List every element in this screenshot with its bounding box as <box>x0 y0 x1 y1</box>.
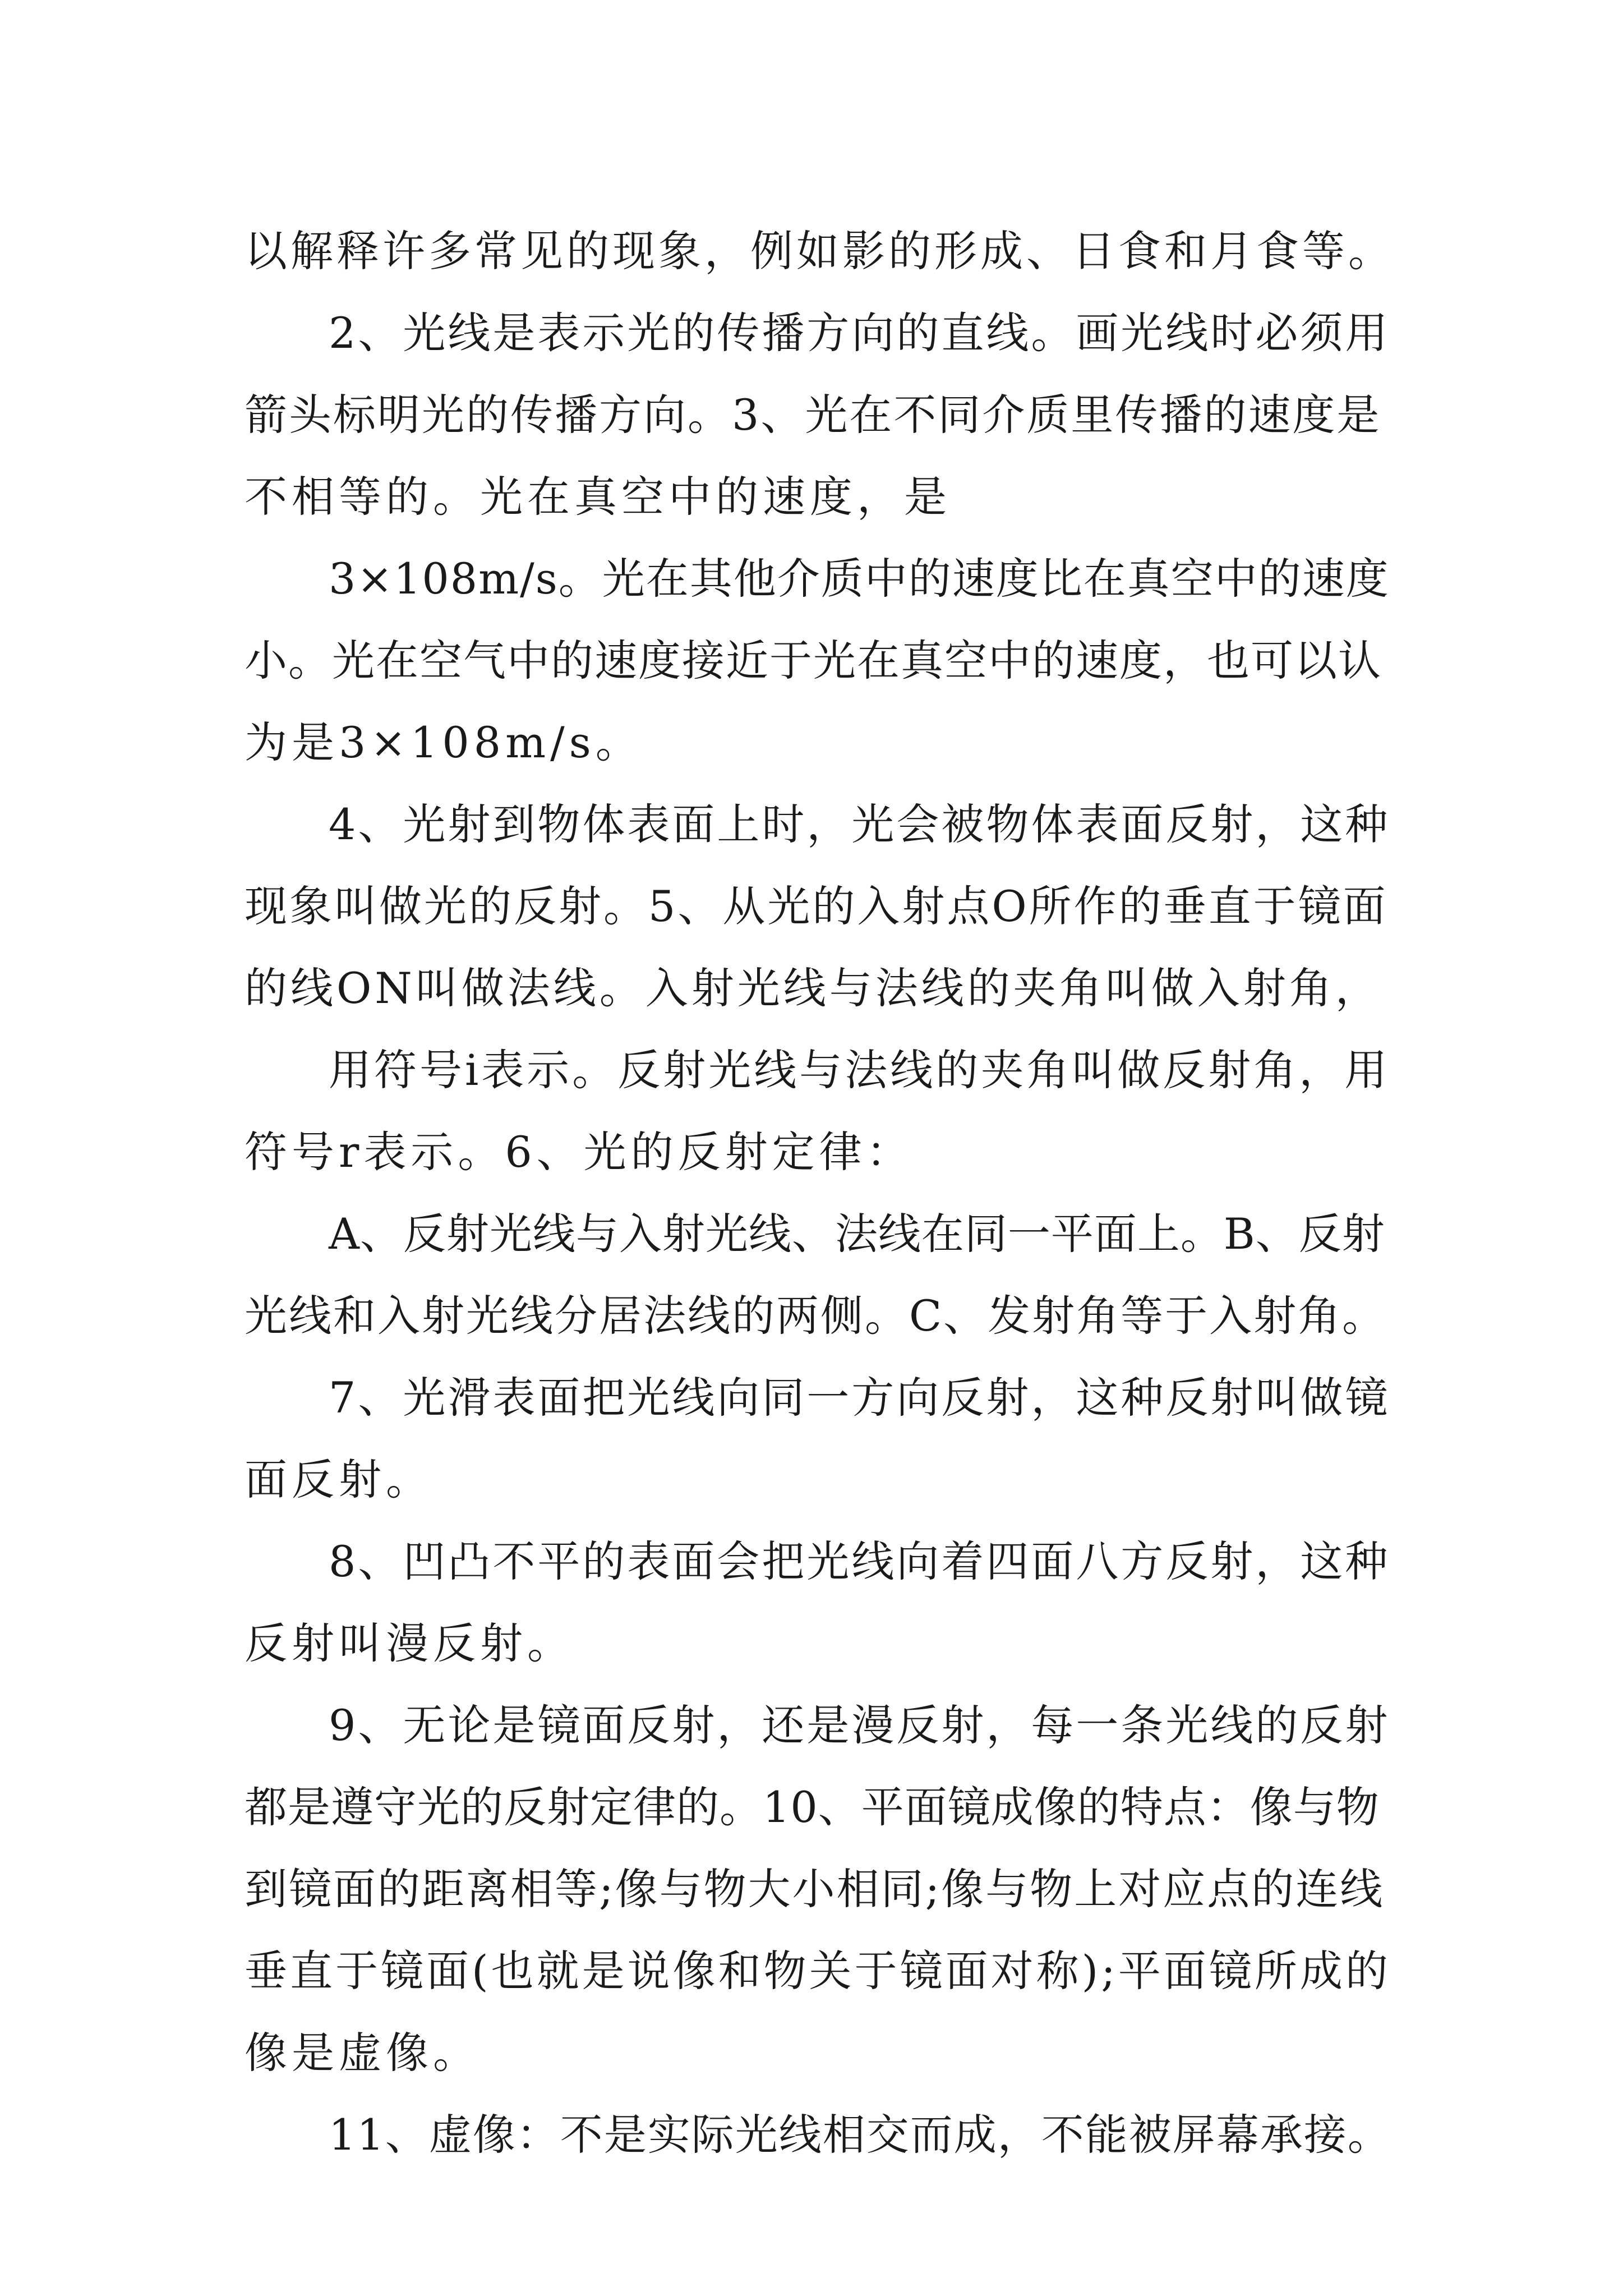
text-line: 都是遵守光的反射定律的。10、平面镜成像的特点：像与物 <box>245 1782 1380 1832</box>
text-line: 为是3×108m/s。 <box>245 717 643 767</box>
text-line: 8、凹凸不平的表面会把光线向着四面八方反射，这种 <box>329 1536 1390 1586</box>
text-line: 4、光射到物体表面上时，光会被物体表面反射，这种 <box>329 799 1390 849</box>
text-line: 面反射。 <box>245 1455 433 1504</box>
text-line: 像是虚像。 <box>245 2028 480 2078</box>
text-line: 2、光线是表示光的传播方向的直线。画光线时必须用 <box>329 308 1390 358</box>
document-text-body <box>245 210 1394 2176</box>
text-line: 箭头标明光的传播方向。3、光在不同介质里传播的速度是 <box>245 390 1381 440</box>
text-line: 符号r表示。6、光的反射定律： <box>245 1127 914 1177</box>
text-line: 11、虚像：不是实际光线相交而成，不能被屏幕承接。 <box>329 2110 1391 2160</box>
text-line: 垂直于镜面(也就是说像和物关于镜面对称);平面镜所成的 <box>245 1946 1391 1996</box>
text-line: 不相等的。光在真空中的速度，是 <box>245 472 951 522</box>
text-line: 现象叫做光的反射。5、从光的入射点O所作的垂直于镜面 <box>245 881 1388 931</box>
text-line: 9、无论是镜面反射，还是漫反射，每一条光线的反射 <box>329 1700 1390 1750</box>
text-line: 反射叫漫反射。 <box>245 1618 574 1668</box>
text-line: 光线和入射光线分居法线的两侧。C、发射角等于入射角。 <box>245 1291 1387 1341</box>
text-line: A、反射光线与入射光线、法线在同一平面上。B、反射 <box>329 1209 1385 1259</box>
text-line: 以解释许多常见的现象，例如影的形成、日食和月食等。 <box>245 226 1394 276</box>
text-line: 3×108m/s。光在其他介质中的速度比在真空中的速度 <box>329 554 1390 604</box>
text-line: 7、光滑表面把光线向同一方向反射，这种反射叫做镜 <box>329 1373 1390 1423</box>
text-line: 小。光在空气中的速度接近于光在真空中的速度，也可以认 <box>245 636 1382 685</box>
text-line: 的线ON叫做法线。入射光线与法线的夹角叫做入射角， <box>245 963 1381 1013</box>
text-line: 到镜面的距离相等;像与物大小相同;像与物上对应点的连线 <box>245 1864 1385 1914</box>
text-line: 用符号i表示。反射光线与法线的夹角叫做反射角，用 <box>329 1045 1390 1095</box>
